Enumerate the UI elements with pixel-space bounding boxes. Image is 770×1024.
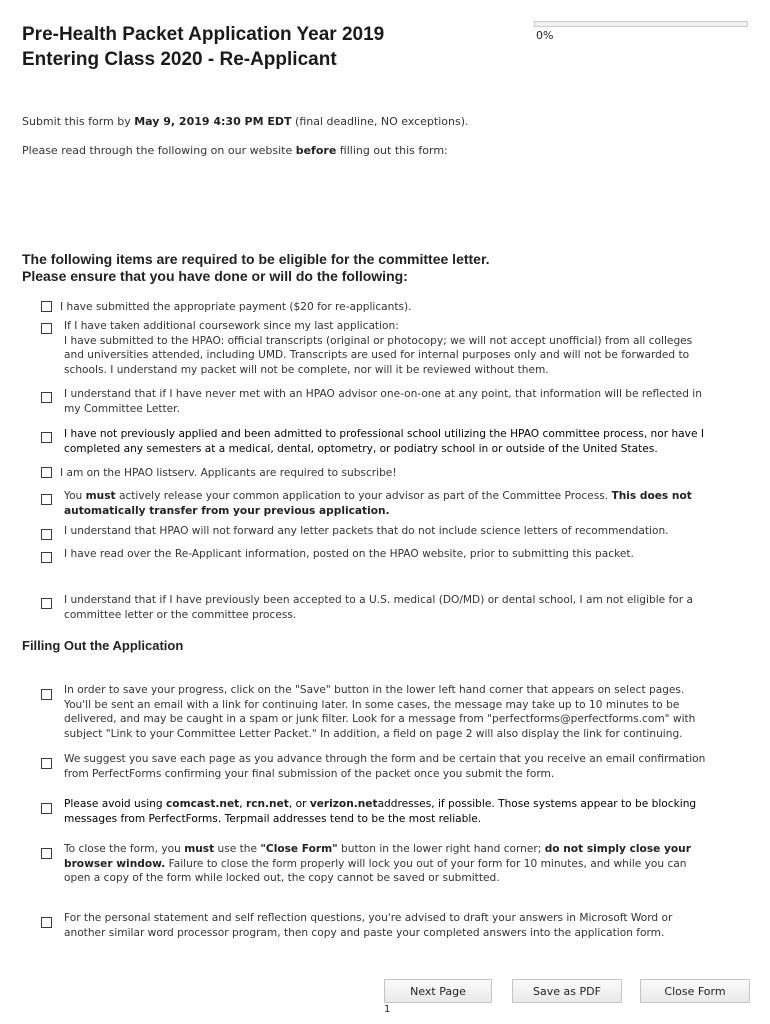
save-progress-line1: In order to save your progress, click on the "Save" button in the lower left hand corner that appears on select pages. [64,684,685,696]
submit-deadline-date: May 9, 2019 4:30 PM EDT [134,115,292,128]
save-each-page-line2: from PerfectForms confirming your final submission of the packet once you submit the form. [64,767,555,780]
advisor-checkbox[interactable] [41,392,52,403]
close-bold: do not simply close your [544,843,691,855]
filling-out-heading: Filling Out the Application [22,638,184,653]
close-form-line3: open a copy of the form while locked out, the copy cannot be saved or submitted. [64,872,500,884]
reapplicant-info-text: I have read over the Re-Applicant information, posted on the HPAO website, prior to submitting this packet. [64,548,634,560]
release-line2 [64,504,724,519]
advisor-line2: my Committee Letter. [64,402,180,415]
avoid-comma1: , [239,798,246,810]
prior-admission-line1: I have not previously applied and been admitted to professional school utilizing the HPAO committee process, nor have I [64,428,704,440]
close-form-button[interactable]: Close Form [640,979,750,1003]
avoid-post: addresses, if possible. Those systems appear to be blocking [377,798,697,810]
release-application-text [64,489,724,518]
draft-answers-line1: For the personal statement and self reflection questions, you're advised to draft your answers in Microsoft Word or [64,912,673,924]
avoid-comma2: , or [288,798,310,810]
previously-accepted-line2: committee letter or the committee process. [64,608,297,621]
form-title-line2: Entering Class 2020 - Re-Applicant [22,49,337,70]
close-button-ref: "Close Form" [260,843,338,855]
draft-answers-checkbox[interactable] [41,917,52,928]
transcripts-line4: schools. I understand my packet will not be complete, nor will it be reviewed without them. [64,363,549,376]
advisor-text [64,387,724,416]
progress-bar [534,21,748,27]
requirements-heading [22,251,490,285]
avoid-addresses-line2: messages from PerfectForms. Terpmail addresses tend to be the most reliable. [64,812,482,825]
requirements-heading-line1: The following items are required to be eligible for the committee letter. [22,251,490,267]
close-bold2: browser window. [64,857,166,870]
avoid-addresses-text [64,797,724,826]
release-application-checkbox[interactable] [41,494,52,505]
transcripts-line1: If I have taken additional coursework since my last application: [64,320,399,332]
transcripts-line3: and universities attended, including UMD. Transcripts are used for internal purposes only and will not be forwarded to [64,349,690,361]
science-letters-text: I understand that HPAO will not forward any letter packets that do not include science letters of recommendation. [64,525,669,537]
form-title [22,22,502,72]
release-bold1: This does not [611,490,692,502]
next-page-button[interactable]: Next Page [384,979,492,1003]
close-form-checkbox[interactable] [41,848,52,859]
read-instructions-pre: Please read through the following on our website [22,144,296,157]
read-instructions-text [22,144,448,158]
draft-answers-text [64,911,724,940]
save-as-pdf-button[interactable]: Save as PDF [512,979,622,1003]
transcripts-text [64,319,724,377]
close-mid: use the [214,843,261,855]
save-progress-line4: subject "Link to your Committee Letter Packet." In addition, a field on page 2 will also display the link for continuing. [64,727,683,740]
avoid-addresses-checkbox[interactable] [41,803,52,814]
prior-admission-checkbox[interactable] [41,432,52,443]
prior-admission-line2: completed any semesters at a medical, dental, optometry, or podiatry school in or outside of the United States. [64,442,658,455]
save-progress-line2: You'll be sent an email with a link for continuing later. In some cases, the message may take up to 10 minutes to be [64,698,680,711]
previously-accepted-line1: I understand that if I have previously been accepted to a U.S. medical (DO/MD) or dental school, I am not eligible for a [64,594,693,606]
payment-text: I have submitted the appropriate payment ($20 for re-applicants). [60,301,412,313]
release-mid: actively release your common application to your advisor as part of the Committee Process. [115,490,612,502]
close-pre: To close the form, you [64,843,185,855]
save-progress-line3: delivered, and may be caught in a spam or junk filter. Look for a message from "perfectforms@perfectforms.com" with [64,713,696,725]
advisor-line1: I understand that if I have never met with an HPAO advisor one-on-one at any point, that information will be reflected in [64,388,702,400]
save-each-page-text [64,752,724,781]
save-progress-checkbox[interactable] [41,689,52,700]
transcripts-line2: I have submitted to the HPAO: official transcripts (original or photocopy; we will not accept unofficial) from all colleges [64,334,693,347]
release-must: must [85,490,116,502]
read-instructions-post: filling out this form: [336,144,448,157]
submit-deadline-pre: Submit this form by [22,115,135,128]
close-post: Failure to close the form properly will lock you out of your form for 10 minutes, and while you can [165,857,687,870]
read-instructions-bold: before [295,144,337,157]
close-form-text [64,842,724,886]
avoid-verizon: verizon.net [309,798,378,810]
progress-percent: 0% [536,29,554,42]
save-each-page-checkbox[interactable] [41,758,52,769]
release-line1 [64,489,724,504]
page-number: 1 [384,1004,391,1015]
prior-admission-text [64,427,724,456]
previously-accepted-checkbox[interactable] [41,598,52,609]
form-title-line1: Pre-Health Packet Application Year 2019 [22,24,385,45]
save-progress-text [64,683,724,741]
payment-checkbox[interactable] [41,301,52,312]
close-form-line1 [64,842,724,857]
close-must: must [184,843,215,855]
avoid-pre: Please avoid using [64,798,167,810]
avoid-comcast: comcast.net [166,798,240,810]
listserv-text: I am on the HPAO listserv. Applicants are required to subscribe! [60,467,397,479]
close-mid2: button in the lower right hand corner; [337,843,545,855]
avoid-addresses-line1 [64,797,724,812]
listserv-checkbox[interactable] [41,467,52,478]
submit-deadline-text [22,115,469,129]
release-bold2: automatically transfer from your previous application. [64,504,390,517]
previously-accepted-text [64,593,724,622]
release-pre: You [64,490,86,502]
reapplicant-info-checkbox[interactable] [41,552,52,563]
science-letters-checkbox[interactable] [41,529,52,540]
avoid-rcn: rcn.net [245,798,289,810]
draft-answers-line2: another similar word processor program, then copy and paste your completed answers into the application form. [64,926,665,939]
submit-deadline-post: (final deadline, NO exceptions). [291,115,469,128]
close-form-line2 [64,857,724,872]
save-each-page-line1: We suggest you save each page as you advance through the form and be certain that you receive an email confirmation [64,753,706,765]
requirements-heading-line2: Please ensure that you have done or will do the following: [22,268,408,284]
transcripts-checkbox[interactable] [41,323,52,334]
